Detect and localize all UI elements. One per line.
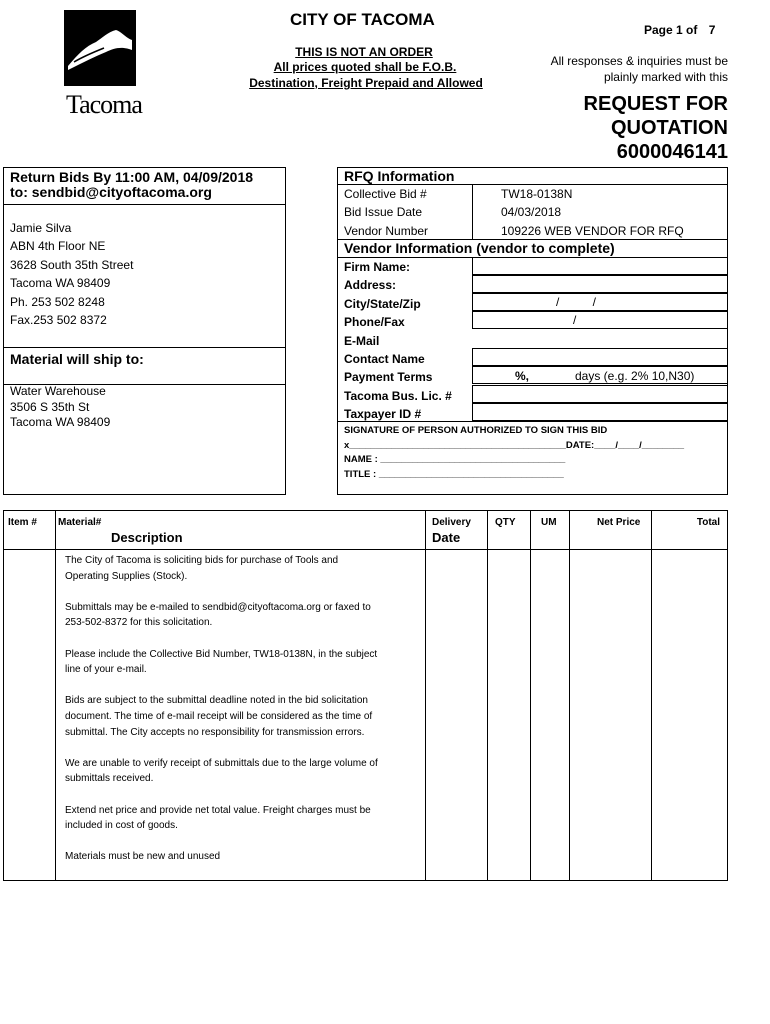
city-logo xyxy=(64,10,142,119)
contact-fax: Fax.253 502 8372 xyxy=(10,313,107,328)
note-line: submittals received. xyxy=(65,773,154,785)
note-paragraph xyxy=(65,553,420,584)
rfq-info-labels xyxy=(344,185,428,240)
note-line: line of your e-mail. xyxy=(65,664,147,676)
fob-line-2: Destination, Freight Prepaid and Allowed xyxy=(249,76,483,90)
note-line: Materials must be new and unused xyxy=(65,851,221,863)
contact-phone: Ph. 253 502 8248 xyxy=(10,294,105,309)
col-header-qty: QTY xyxy=(495,517,516,528)
mountain-logo-icon xyxy=(64,10,136,86)
col-header-total: Total xyxy=(696,517,720,528)
note-line: Bids are subject to the submittal deadline noted in the bid solicitation xyxy=(65,695,368,707)
taxpayer-id-field[interactable] xyxy=(472,403,728,421)
page-indicator xyxy=(644,23,715,37)
firm-name-field[interactable] xyxy=(472,257,728,275)
email-field[interactable] xyxy=(472,348,728,366)
col-header-material: Material# xyxy=(58,517,102,528)
rfq-info-values xyxy=(501,185,684,240)
not-order-notice: THIS IS NOT AN ORDER xyxy=(295,45,433,59)
contact-office: ABN 4th Floor NE xyxy=(10,239,106,254)
col-header-net-price: Net Price xyxy=(597,517,641,528)
collective-bid-label: Collective Bid # xyxy=(344,187,427,201)
address-field[interactable] xyxy=(472,275,728,293)
city-title: CITY OF TACOMA xyxy=(290,10,435,29)
signature-heading: SIGNATURE OF PERSON AUTHORIZED TO SIGN THIS BID xyxy=(344,425,608,436)
col-divider-um xyxy=(530,510,531,881)
note-line: We are unable to verify receipt of submittals due to the large volume of xyxy=(65,757,378,769)
col-header-um: UM xyxy=(541,517,557,528)
return-bids-heading-1: Return Bids By 11:00 AM, 04/09/2018 xyxy=(10,169,254,185)
phone-fax-label: Phone/Fax xyxy=(344,315,405,330)
vendor-info-title: Vendor Information (vendor to complete) xyxy=(344,240,615,256)
inquiry-notice-1: All responses & inquiries must be xyxy=(550,54,728,68)
note-line: Extend net price and provide net total value. Freight charges must be xyxy=(65,804,371,816)
city-state-zip-field[interactable] xyxy=(472,293,728,311)
vendor-field-labels xyxy=(344,258,452,424)
firm-name-label: Firm Name: xyxy=(344,260,411,274)
note-line: Submittals may be e-mailed to sendbid@cityoftacoma.org or faxed to xyxy=(65,601,371,613)
collective-bid-value: TW18-0138N xyxy=(501,187,573,201)
items-table-header-divider xyxy=(3,549,728,550)
city-state-zip-separators: / / xyxy=(556,295,597,309)
payment-terms-percent: %, xyxy=(515,369,530,383)
ship-to-title: Material will ship to: xyxy=(10,351,144,367)
payment-terms-label: Payment Terms xyxy=(344,370,433,385)
col-header-description: Description xyxy=(111,530,183,545)
col-divider-net-price xyxy=(569,510,570,881)
rfq-title-2: QUOTATION xyxy=(610,117,728,139)
signer-title-line[interactable]: TITLE : ___________________________________ xyxy=(344,469,564,480)
note-line: Operating Supplies (Stock). xyxy=(65,570,188,582)
signature-line[interactable]: x_________________________________________DATE:____/____/________ xyxy=(344,440,685,451)
note-paragraph xyxy=(65,647,420,678)
vendor-number-value: 109226 WEB VENDOR FOR RFQ xyxy=(501,223,684,238)
description-notes xyxy=(65,553,420,865)
col-header-item: Item # xyxy=(8,517,37,528)
ship-to-line: 3506 S 35th St xyxy=(10,399,90,414)
note-paragraph xyxy=(65,803,420,834)
rfq-info-title: RFQ Information xyxy=(344,168,455,184)
vendor-number-label: Vendor Number xyxy=(344,223,429,238)
col-header-date: Date xyxy=(432,530,461,545)
bid-issue-date-value: 04/03/2018 xyxy=(501,205,562,220)
page-label: Page 1 of xyxy=(644,23,698,37)
return-bids-heading-2: to: sendbid@cityoftacoma.org xyxy=(10,184,212,200)
note-paragraph xyxy=(65,756,420,787)
rfq-info-column-line xyxy=(472,184,473,239)
note-line: document. The time of e-mail receipt will be considered as the time of xyxy=(65,710,373,722)
ship-to-address xyxy=(10,384,110,431)
page-total: 7 xyxy=(708,23,716,37)
note-paragraph xyxy=(65,693,420,740)
inquiry-notice-2: plainly marked with this xyxy=(603,70,728,84)
fob-line-1: All prices quoted shall be F.O.B. xyxy=(273,60,457,74)
signer-name-line[interactable]: NAME : ___________________________________ xyxy=(344,454,566,465)
contact-name: Jamie Silva xyxy=(10,221,72,235)
contact-street: 3628 South 35th Street xyxy=(10,257,134,272)
note-line: submittal. The City accepts no responsibility for transmission errors. xyxy=(65,726,365,738)
phone-fax-field[interactable] xyxy=(472,311,728,329)
rfq-number: 6000046141 xyxy=(616,141,728,163)
taxpayer-id-label: Taxpayer ID # xyxy=(344,407,422,422)
col-header-delivery: Delivery xyxy=(432,517,471,528)
note-line: 253-502-8372 for this solicitation. xyxy=(65,617,213,629)
phone-fax-separator: / xyxy=(573,313,577,327)
ship-to-divider-top xyxy=(3,347,286,348)
ship-to-line: Tacoma WA 98409 xyxy=(10,415,111,429)
logo-wordmark: Tacoma xyxy=(66,90,142,119)
signature-divider xyxy=(337,421,728,422)
rfq-title-1: REQUEST FOR xyxy=(583,93,728,115)
contact-block xyxy=(10,219,133,329)
col-divider-qty xyxy=(487,510,488,881)
return-bids-box xyxy=(3,167,286,495)
contact-name-label: Contact Name xyxy=(344,352,425,367)
bid-issue-date-label: Bid Issue Date xyxy=(344,205,423,220)
return-bids-divider xyxy=(3,204,286,205)
address-label: Address: xyxy=(344,278,397,293)
ship-to-line: Water Warehouse xyxy=(10,384,106,398)
note-line: included in cost of goods. xyxy=(65,820,178,832)
col-divider-total xyxy=(651,510,652,881)
col-divider-delivery xyxy=(425,510,426,881)
note-paragraph xyxy=(65,849,420,865)
city-state-zip-label: City/State/Zip xyxy=(344,296,421,311)
note-line: Please include the Collective Bid Number, TW18-0138N, in the subject xyxy=(65,648,378,660)
business-license-label: Tacoma Bus. Lic. # xyxy=(344,388,452,403)
contact-city: Tacoma WA 98409 xyxy=(10,276,111,291)
note-paragraph xyxy=(65,600,420,631)
payment-terms-days: days (e.g. 2% 10,N30) xyxy=(575,369,695,383)
col-divider-item xyxy=(55,510,56,881)
business-license-field[interactable] xyxy=(472,385,728,403)
email-label: E-Mail xyxy=(344,333,380,348)
note-line: The City of Tacoma is soliciting bids for purchase of Tools and xyxy=(65,555,339,566)
